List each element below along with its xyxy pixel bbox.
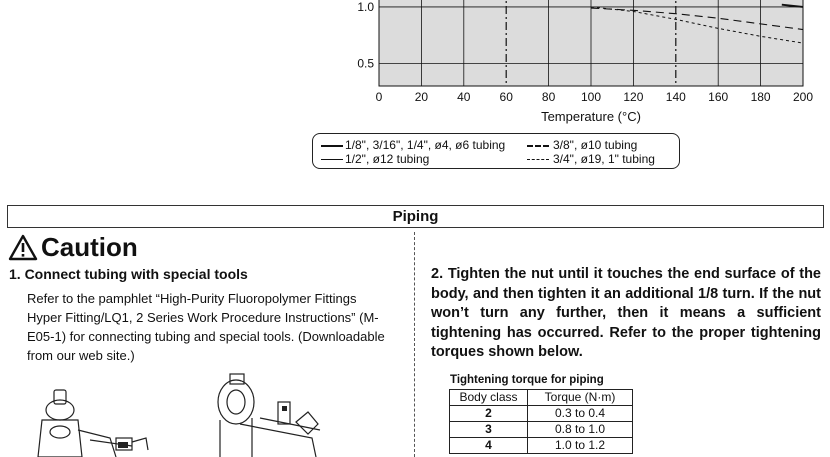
torque-table [449,389,633,454]
step-2-heading: 2. Tighten the nut until it touches the end surface of the body, and then tighten it an additional 1/8 turn. If the nut won’t turn any further, then it means a sufficient tightening has occurred. Refer to the proper tightening torques shown below. [431,266,821,360]
x-tick-label: 160 [708,90,729,104]
x-tick-label: 60 [499,90,513,104]
legend-swatch-dashed [527,145,549,147]
x-tick-label: 20 [414,90,429,104]
x-tick-label: 180 [750,90,771,104]
body-class-cell: 4 [450,438,528,454]
table-row [450,422,633,438]
x-tick-label: 40 [457,90,471,104]
x-tick-label: 80 [541,90,556,104]
legend-label-1: 1/8", 3/16", 1/4", ø4, ø6 tubing [345,138,506,152]
legend-swatch-thin [321,159,343,160]
y-tick-label: 1.0 [357,0,374,14]
legend-label-2: 1/2", ø12 tubing [345,152,430,166]
warning-triangle-icon [8,234,38,261]
body-class-cell: 2 [450,406,528,422]
caution-label: Caution [41,232,138,262]
x-tick-label: 0 [375,90,383,104]
column-header-body-class: Body class [450,390,528,406]
flaring-tool-illustration [20,380,160,457]
legend-label-3: 3/8", ø10 tubing [553,138,638,152]
y-axis-ticks [357,0,374,70]
body-class-cell: 3 [450,422,528,438]
column-divider [414,232,415,457]
torque-table-header [450,390,633,406]
x-tick-label: 100 [580,90,602,104]
torque-cell: 1.0 to 1.2 [528,438,633,454]
table-row [450,438,633,454]
x-axis-ticks [376,90,814,104]
x-tick-label: 140 [665,90,686,104]
y-tick-label: 0.5 [357,56,374,71]
torque-cell: 0.8 to 1.0 [528,422,633,438]
step-1-heading: 1. Connect tubing with special tools [9,266,248,282]
section-title: Piping [7,205,824,228]
x-tick-label: 120 [623,90,644,104]
legend-label-4: 3/4", ø19, 1" tubing [553,152,655,166]
torque-table-title: Tightening torque for piping [450,374,604,386]
tube-cutter-illustration [200,372,330,457]
column-header-torque: Torque (N·m) [528,390,633,406]
chart-legend [312,133,680,169]
x-axis-label: Temperature (°C) [541,109,641,124]
legend-swatch-dotted [527,159,549,160]
x-tick-label: 200 [792,90,814,104]
temperature-chart [0,0,830,130]
step-1-body: Refer to the pamphlet “High-Purity Fluoropolymer Fittings Hyper Fitting/LQ1, 2 Series Work Procedure Instructions” (M-E05-1) for connecting tubing and special tools. (Downloadable from our web site.) [27,291,385,363]
torque-cell: 0.3 to 0.4 [528,406,633,422]
legend-swatch-solid [321,145,343,147]
table-row [450,406,633,422]
